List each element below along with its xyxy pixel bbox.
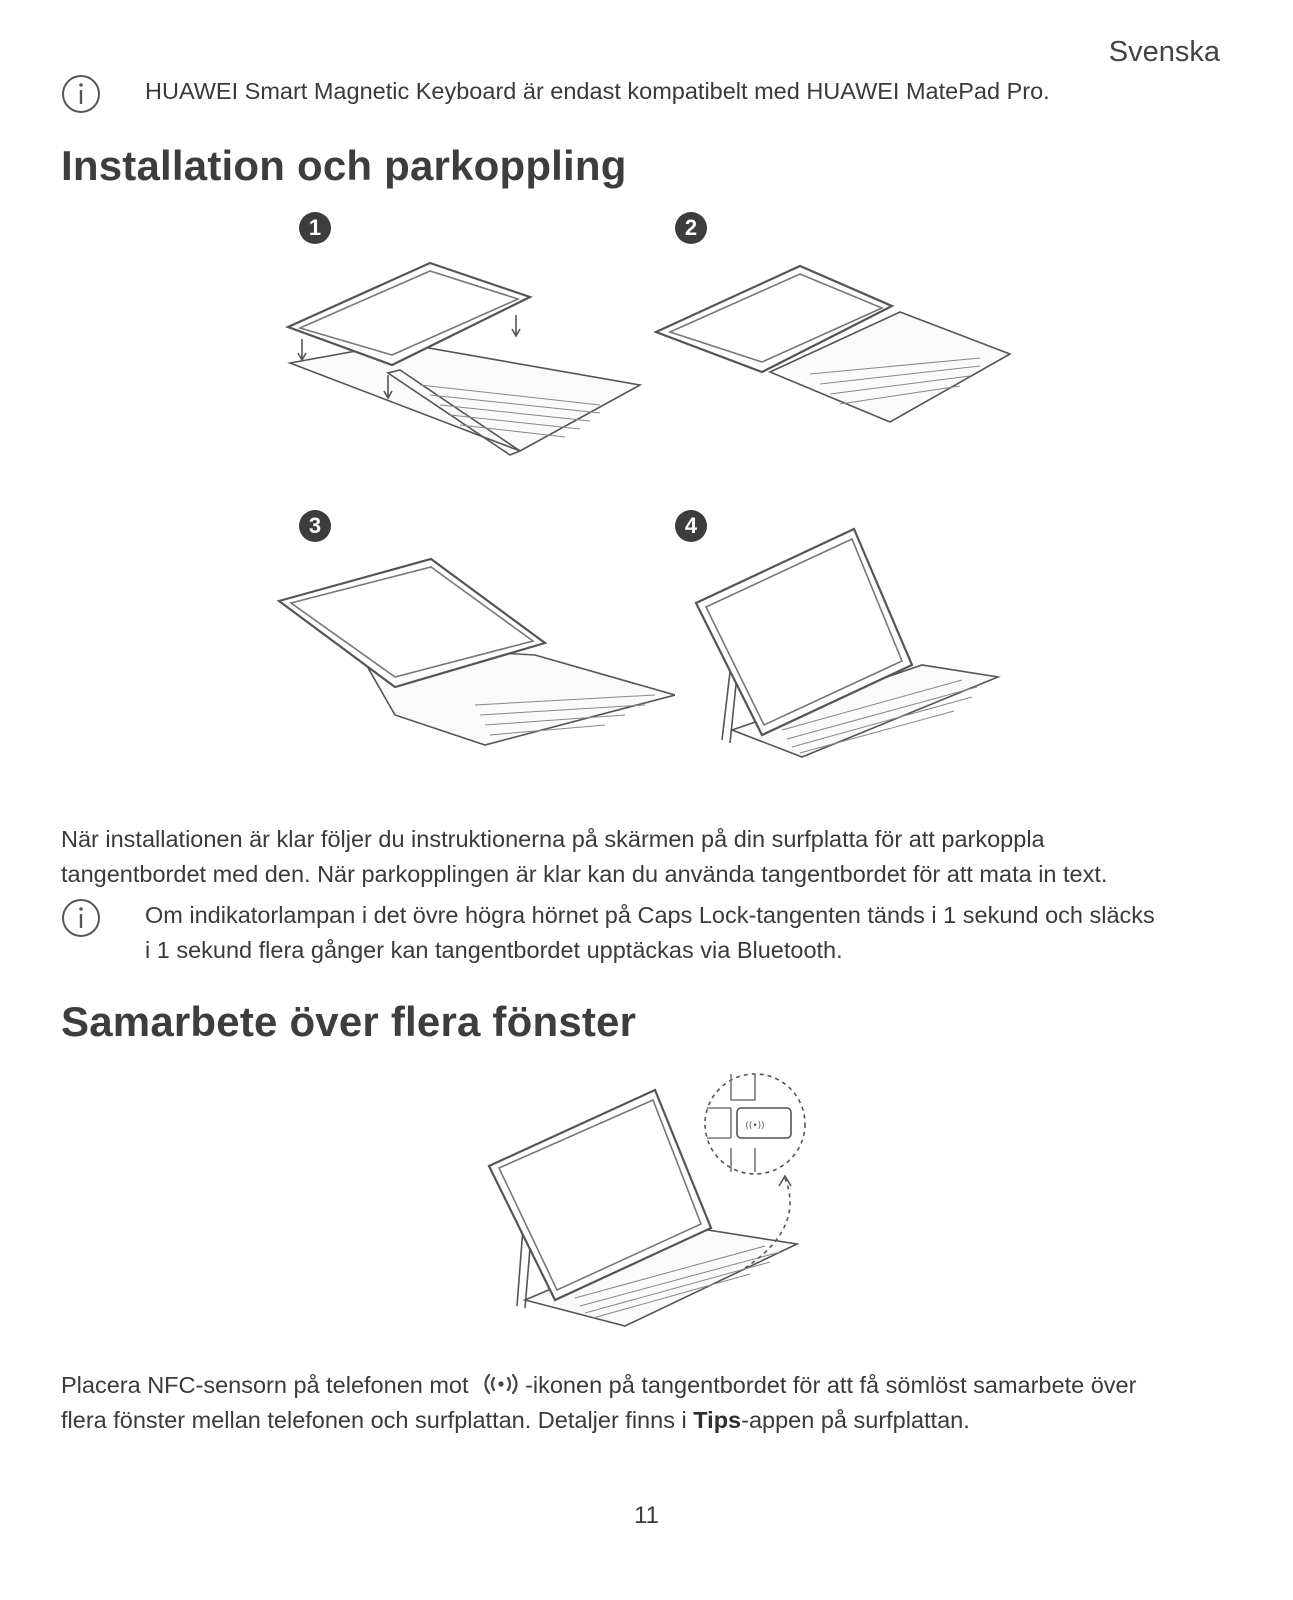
step3-illustration xyxy=(275,555,675,750)
note-compatibility xyxy=(61,74,1221,109)
nfc-icon xyxy=(479,1369,523,1399)
paragraph-line: När installationen är klar följer du instruktionerna på skärmen på din surfplatta för att parkoppla xyxy=(61,826,1045,852)
paragraph-text: flera fönster mellan telefonen och surfplattan. Detaljer finns i xyxy=(61,1407,694,1433)
section-title-installation: Installation och parkoppling xyxy=(61,142,627,189)
step-number-4: 4 xyxy=(675,510,707,542)
info-icon xyxy=(61,898,101,938)
installation-paragraph xyxy=(61,822,1231,892)
note-bluetooth xyxy=(61,898,1221,968)
section-title-collaboration: Samarbete över flera fönster xyxy=(61,998,637,1045)
paragraph-text: -appen på surfplattan. xyxy=(741,1407,970,1433)
step1-illustration xyxy=(280,255,650,465)
step-number-3: 3 xyxy=(299,510,331,542)
step-number-2: 2 xyxy=(675,212,707,244)
svg-text:((•)): ((•)) xyxy=(745,1121,765,1131)
collaboration-paragraph xyxy=(61,1368,1231,1438)
note-line: i 1 sekund flera gånger kan tangentbordet upptäckas via Bluetooth. xyxy=(145,937,843,963)
paragraph-text: -ikonen på tangentbordet för att få sömlöst samarbete över xyxy=(525,1372,1137,1398)
language-label: Svenska xyxy=(1108,36,1220,68)
note-text: HUAWEI Smart Magnetic Keyboard är endast kompatibelt med HUAWEI MatePad Pro. xyxy=(145,78,1050,104)
step2-illustration xyxy=(650,262,1020,432)
tips-app-name: Tips xyxy=(693,1407,742,1433)
info-icon xyxy=(61,74,101,114)
step4-illustration xyxy=(692,525,1002,760)
note-line: Om indikatorlampan i det övre högra hörnet på Caps Lock-tangenten tänds i 1 sekund och släcks xyxy=(145,902,1155,928)
page-number: 11 xyxy=(634,1502,659,1529)
paragraph-text: Placera NFC-sensorn på telefonen mot xyxy=(61,1372,476,1398)
nfc-collaboration-illustration xyxy=(485,1068,815,1330)
paragraph-line: tangentbordet med den. När parkopplingen är klar kan du använda tangentbordet för att mata in text. xyxy=(61,861,1108,887)
step-number-1: 1 xyxy=(299,212,331,244)
